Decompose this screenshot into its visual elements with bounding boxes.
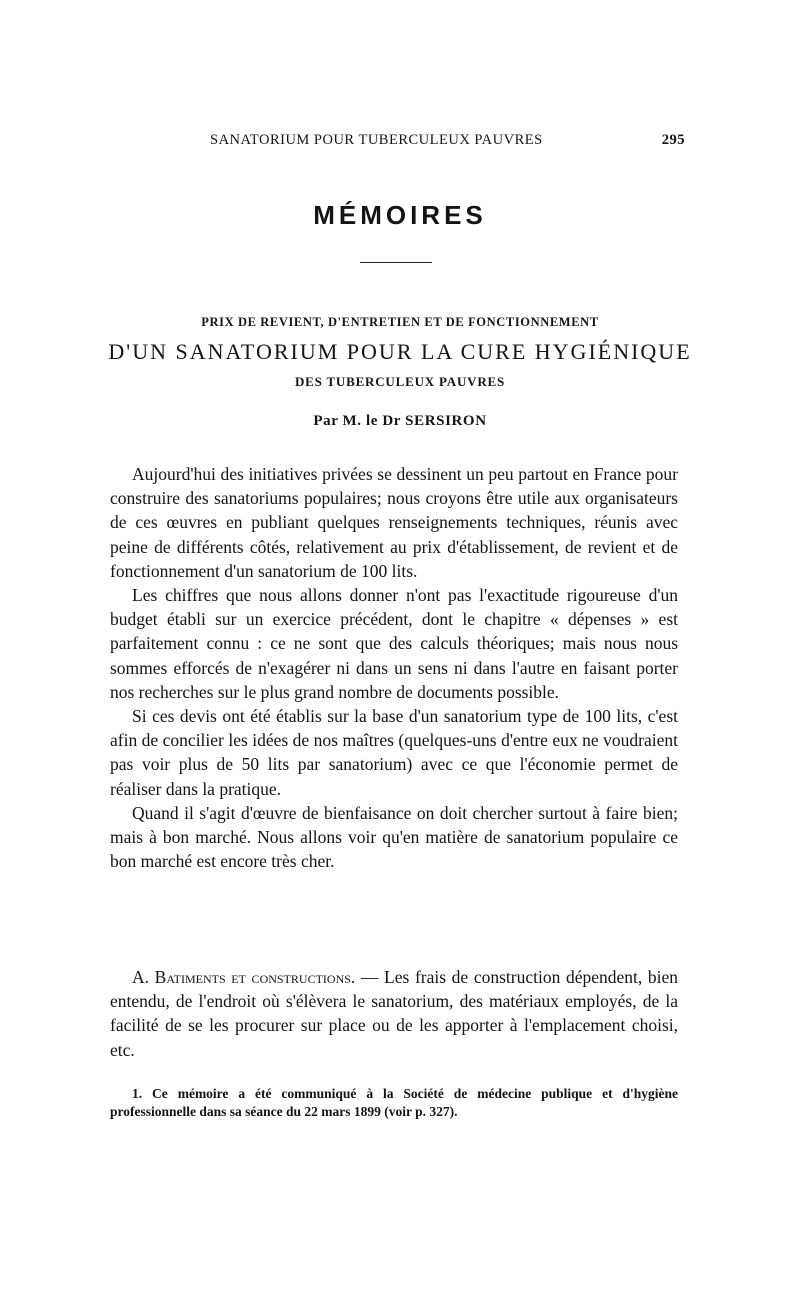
article-subtitle-line3: DES TUBERCULEUX PAUVRES — [294, 374, 506, 389]
page-number: 295 — [661, 132, 685, 148]
section-a-text: — Les frais de construction dépendent, bien entendu, de l'endroit où s'élèvera le sanatorium, des matériaux employés, de la facilité de se les procurer sur place ou de les apporter à l'emplacement choisi, etc. — [110, 967, 679, 1060]
body-paragraph: Aujourd'hui des initiatives privées se dessinent un peu partout en France pour construire des sanatoriums populaires; nous croyons être utile aux organisateurs de ces œuvres en publiant quelques renseignements techniques, réunis avec peine de différents côtés, relativement au prix d'établissement, de revient et de fonctionnement d'un sanatorium de 100 lits. — [110, 464, 678, 581]
footnote-text: 1. Ce mémoire a été communiqué à la Société de médecine publique et d'hygiène professionnelle dans sa séance du 22 mars 1899 (voir p. 327). — [110, 1086, 678, 1119]
section-a-label: A. Batiments et constructions. — [132, 967, 356, 987]
section-a — [110, 965, 678, 1062]
body-paragraph: Si ces devis ont été établis sur la base d'un sanatorium type de 100 lits, c'est afin de concilier les idées de nos maîtres (quelques-uns d'entre eux ne voudraient pas voir plus de 50 lits par sanatorium) avec ce que l'économie permet de réaliser dans la pratique. — [110, 706, 678, 799]
body-paragraph: Les chiffres que nous allons donner n'ont pas l'exactitude rigoureuse d'un budget établi sur un exercice précédent, dont le chapitre « dépenses » est parfaitement connu : ce ne sont que des calculs théoriques; mais nous nous sommes efforcés de n'exagérer ni dans un sens ni dans l'autre en faisant porter nos recherches sur le plus grand nombre de documents possible. — [110, 585, 678, 702]
heading-divider — [360, 262, 432, 263]
article-author: Par M. le Dr SERSIRON — [313, 413, 487, 429]
footnote — [110, 1085, 678, 1121]
article-body — [110, 462, 678, 873]
article-title: D'UN SANATORIUM POUR LA CURE HYGIÉNIQUE — [108, 339, 692, 364]
running-head-title: SANATORIUM POUR TUBERCULEUX PAUVRES — [210, 132, 543, 148]
body-paragraph: Quand il s'agit d'œuvre de bienfaisance on doit chercher surtout à faire bien; mais à bon marché. Nous allons voir qu'en matière de sanatorium populaire ce bon marché est encore très cher. — [110, 802, 678, 872]
article-subtitle-line1: PRIX DE REVIENT, D'ENTRETIEN ET DE FONCTIONNEMENT — [201, 315, 599, 329]
section-heading: MÉMOIRES — [313, 200, 487, 230]
section-a-paragraph — [110, 965, 678, 1062]
